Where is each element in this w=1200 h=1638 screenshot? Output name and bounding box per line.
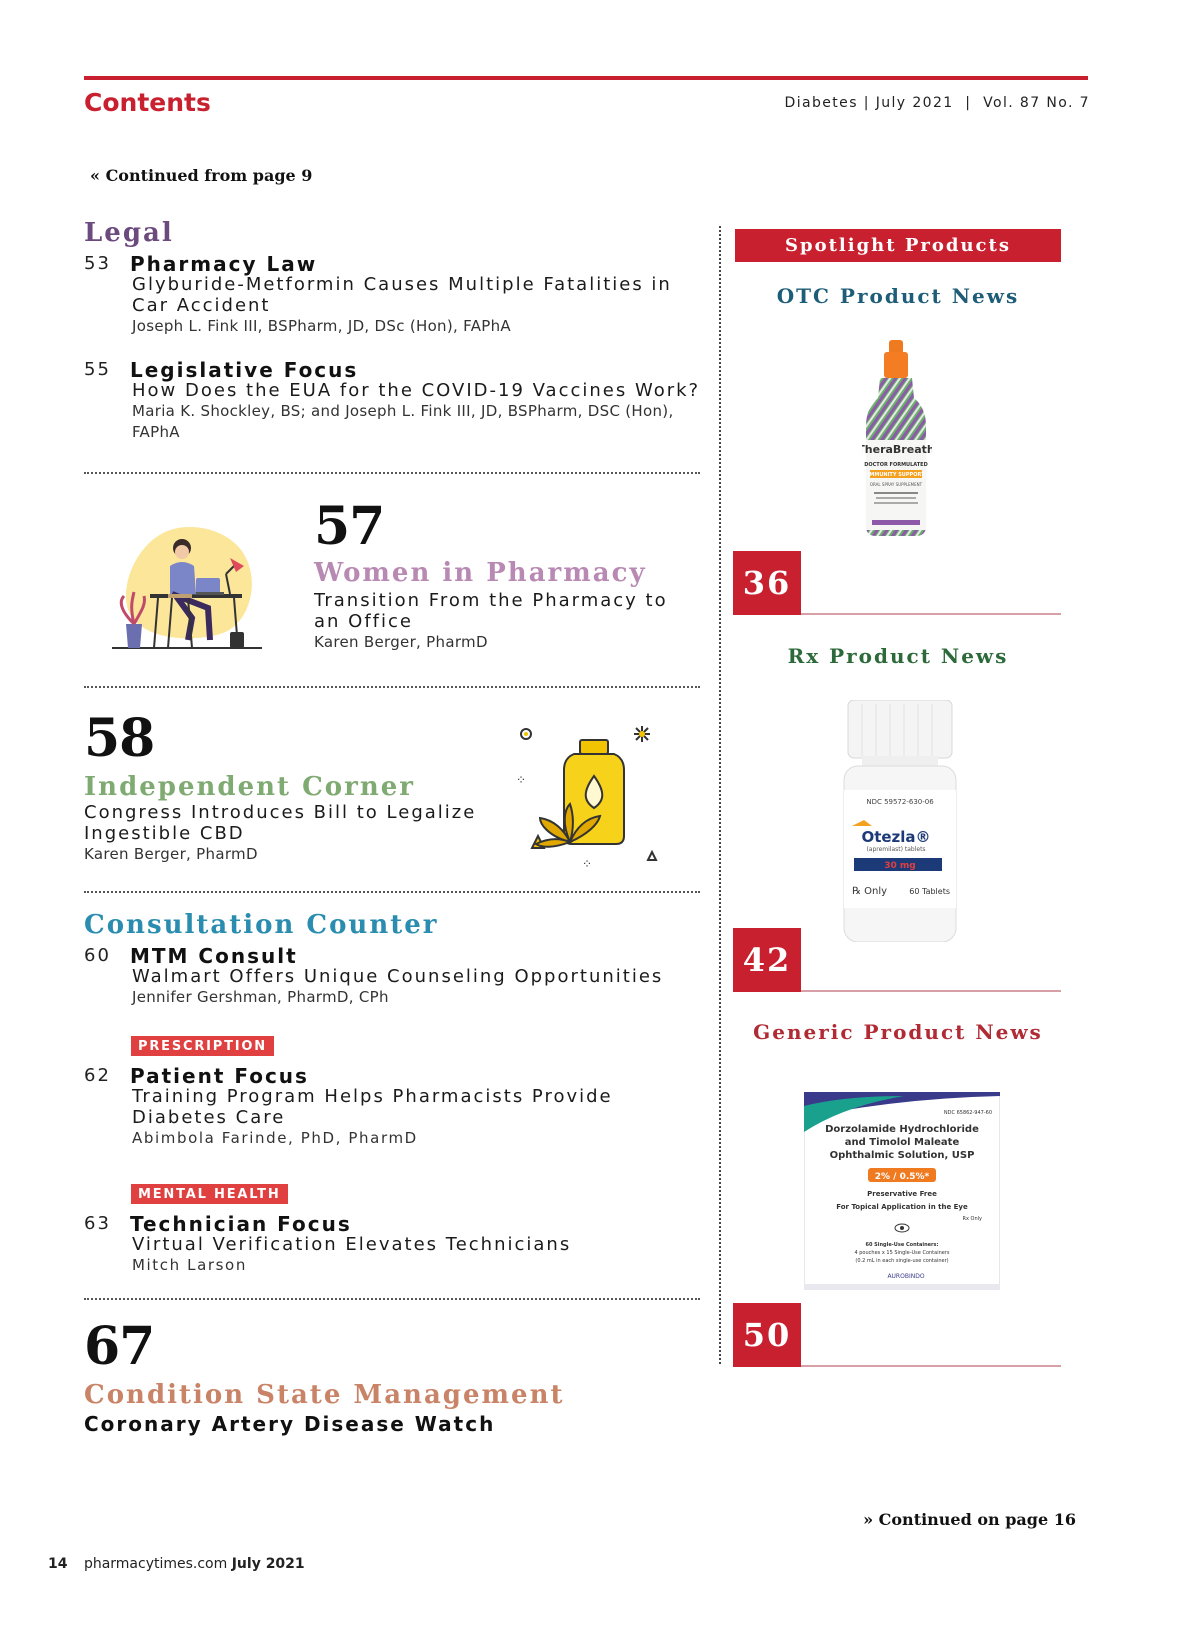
footer-page-number: 14 bbox=[48, 1556, 68, 1572]
feature-title-line: Ingestible CBD bbox=[84, 823, 245, 844]
rx-ndc-text: NDC 59572-630-06 bbox=[866, 798, 934, 806]
rx-product-image[interactable] bbox=[842, 700, 958, 942]
rx-count-text: 60 Tablets bbox=[909, 887, 950, 896]
rx-page-number[interactable]: 42 bbox=[733, 928, 801, 992]
section-divider bbox=[84, 891, 700, 893]
entry-department: Legislative Focus bbox=[130, 358, 359, 382]
otc-brand-text: TheraBreath bbox=[862, 443, 932, 456]
entry-page-number: 53 bbox=[84, 253, 111, 274]
rx-only-text: ℞ Only bbox=[852, 886, 888, 897]
generic-product-image[interactable] bbox=[804, 1092, 1000, 1290]
generic-name-line: Dorzolamide Hydrochloride bbox=[825, 1124, 979, 1135]
generic-product-news-heading: Generic Product News bbox=[753, 1020, 1043, 1044]
section-heading-condition-state-management: Condition State Management bbox=[84, 1380, 565, 1410]
generic-strength-text: 2% / 0.5%* bbox=[874, 1172, 930, 1182]
otc-product-news-heading: OTC Product News bbox=[776, 284, 1020, 308]
generic-pack-line: (0.2 mL in each single-use container) bbox=[855, 1258, 949, 1264]
generic-name-line: and Timolol Maleate bbox=[844, 1137, 960, 1148]
section-heading-legal: Legal bbox=[84, 218, 174, 248]
generic-pack-line: 60 Single-Use Containers: bbox=[865, 1242, 939, 1248]
entry-title bbox=[132, 274, 712, 316]
entry-page-number: 55 bbox=[84, 359, 111, 380]
page-box-rule bbox=[801, 990, 1061, 992]
entry-title-line: Glyburide-Metformin Causes Multiple Fatalities in bbox=[132, 274, 672, 295]
generic-use-text: For Topical Application in the Eye bbox=[836, 1203, 968, 1211]
svg-text:⁘: ⁘ bbox=[582, 857, 593, 871]
rx-generic-text: (apremilast) tablets bbox=[866, 846, 926, 853]
page-footer bbox=[48, 1556, 305, 1572]
category-tag-mental-health: MENTAL HEALTH bbox=[131, 1184, 288, 1204]
continued-from-link[interactable]: « Continued from page 9 bbox=[90, 166, 313, 185]
spotlight-products-banner: Spotlight Products bbox=[735, 229, 1061, 262]
rx-brand-text: Otezla® bbox=[861, 828, 931, 846]
entry-author-line: FAPhA bbox=[132, 423, 180, 441]
feature-title[interactable] bbox=[314, 590, 694, 632]
feature-page-number: 58 bbox=[84, 708, 155, 769]
entry-department: Pharmacy Law bbox=[130, 252, 318, 276]
feature-subtitle[interactable]: Coronary Artery Disease Watch bbox=[84, 1412, 496, 1436]
otc-line2-text: IMMUNITY SUPPORT bbox=[867, 472, 925, 478]
feature-page-number: 67 bbox=[84, 1316, 155, 1377]
footer-month: July 2021 bbox=[231, 1556, 305, 1572]
feature-title-line: Congress Introduces Bill to Legalize bbox=[84, 802, 477, 823]
issue-info: Diabetes | July 2021 | Vol. 87 No. 7 bbox=[784, 95, 1090, 111]
page-box-rule bbox=[801, 1365, 1061, 1367]
generic-maker-text: AUROBINDO bbox=[887, 1273, 925, 1280]
feature-author: Karen Berger, PharmD bbox=[314, 633, 488, 651]
entry-title-line: Car Accident bbox=[132, 295, 271, 316]
otc-product-image[interactable] bbox=[862, 340, 932, 540]
section-divider bbox=[84, 1298, 700, 1300]
entry-title bbox=[132, 1086, 712, 1128]
feature-title-line: Transition From the Pharmacy to bbox=[314, 590, 668, 611]
rx-strength-text: 30 mg bbox=[884, 861, 916, 871]
section-heading-consultation-counter: Consultation Counter bbox=[84, 910, 439, 940]
otc-line1-text: DOCTOR FORMULATED bbox=[864, 462, 928, 468]
generic-ndc-text: NDC 65862-947-60 bbox=[943, 1110, 992, 1116]
page-box-rule bbox=[801, 613, 1061, 615]
feature-author: Karen Berger, PharmD bbox=[84, 845, 258, 863]
entry-department: Technician Focus bbox=[130, 1212, 352, 1236]
header-rule bbox=[84, 76, 1088, 80]
entry-author-line: Maria K. Shockley, BS; and Joseph L. Fink III, JD, BSPharm, DSC (Hon), bbox=[132, 402, 674, 420]
entry-author: Mitch Larson bbox=[132, 1256, 247, 1274]
entry-department: Patient Focus bbox=[130, 1064, 309, 1088]
otc-line3-text: ORAL SPRAY SUPPLEMENT bbox=[869, 482, 923, 487]
entry-page-number: 62 bbox=[84, 1065, 111, 1086]
section-heading-independent-corner: Independent Corner bbox=[84, 772, 415, 802]
entry-title: Walmart Offers Unique Counseling Opportunities bbox=[132, 966, 664, 987]
entry-page-number: 60 bbox=[84, 945, 111, 966]
page-title: Contents bbox=[84, 88, 211, 117]
column-divider bbox=[719, 226, 721, 1364]
cbd-bottle-illustration bbox=[512, 724, 672, 874]
entry-author: Jennifer Gershman, PharmD, CPh bbox=[132, 988, 389, 1006]
svg-text:⁘: ⁘ bbox=[516, 773, 527, 787]
continued-on-link[interactable]: » Continued on page 16 bbox=[863, 1510, 1076, 1529]
woman-at-desk-illustration bbox=[112, 522, 262, 652]
entry-department: MTM Consult bbox=[130, 944, 298, 968]
entry-author: Joseph L. Fink III, BSPharm, JD, DSc (Hon), FAPhA bbox=[132, 317, 511, 335]
footer-site[interactable]: pharmacytimes.com bbox=[83, 1556, 228, 1572]
feature-title[interactable] bbox=[84, 802, 524, 844]
generic-page-number[interactable]: 50 bbox=[733, 1303, 801, 1367]
feature-title-line: an Office bbox=[314, 611, 413, 632]
generic-pf-text: Preservative Free bbox=[867, 1190, 937, 1198]
entry-title-line: Training Program Helps Pharmacists Provide bbox=[132, 1086, 613, 1107]
entry-title: Virtual Verification Elevates Technicians bbox=[132, 1234, 572, 1255]
entry-title: How Does the EUA for the COVID-19 Vaccines Work? bbox=[132, 380, 701, 401]
feature-page-number: 57 bbox=[314, 496, 385, 557]
section-divider bbox=[84, 472, 700, 474]
generic-name-line: Ophthalmic Solution, USP bbox=[829, 1150, 975, 1161]
generic-rx-text: Rx Only bbox=[962, 1216, 982, 1222]
entry-page-number: 63 bbox=[84, 1213, 111, 1234]
otc-page-number[interactable]: 36 bbox=[733, 551, 801, 615]
generic-pack-line: 4 pouches x 15 Single-Use Containers bbox=[854, 1250, 950, 1256]
entry-author: Abimbola Farinde, PhD, PharmD bbox=[132, 1129, 418, 1147]
section-divider bbox=[84, 686, 700, 688]
rx-product-news-heading: Rx Product News bbox=[787, 644, 1009, 668]
entry-author bbox=[132, 401, 712, 443]
section-heading-women-in-pharmacy: Women in Pharmacy bbox=[314, 558, 647, 588]
category-tag-prescription: PRESCRIPTION bbox=[131, 1036, 274, 1056]
entry-title-line: Diabetes Care bbox=[132, 1107, 286, 1128]
